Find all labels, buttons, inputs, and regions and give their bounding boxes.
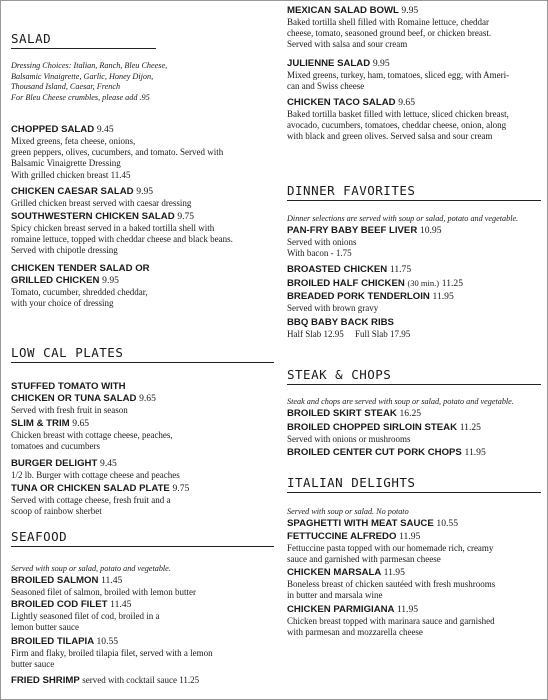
menu-item (11, 381, 276, 416)
item-note: (30 min.) (407, 278, 440, 288)
menu-item (287, 97, 543, 143)
item-desc: With grilled chicken breast 11.45 (11, 169, 131, 180)
item-name: BROILED CHOPPED SIRLOIN STEAK (287, 422, 458, 433)
dinner-note (287, 214, 543, 225)
item-desc: Baked tortilla shell filled with Romaine lettuce, cheddar (287, 17, 489, 27)
item-desc: With bacon - 1.75 (287, 248, 352, 259)
item-price: 9.75 (172, 483, 190, 494)
item-price: 9.95 (136, 186, 154, 197)
item-name: BURGER DELIGHT (11, 458, 98, 469)
item-price: 11.45 (101, 575, 123, 586)
item-name: CHICKEN TENDER SALAD OR (11, 263, 150, 274)
item-desc: Chicken breast topped with marinara sauce and garnished (287, 616, 495, 626)
item-desc: lemon butter sauce (11, 622, 79, 633)
italian-section-header (287, 475, 541, 493)
item-desc: green peppers, olives, cucumbers, and tomato. Served with (11, 147, 224, 158)
menu-item (287, 58, 543, 92)
menu-item (287, 422, 543, 445)
item-desc: scoop of rainbow sherbet (11, 506, 102, 517)
item-title (287, 97, 543, 109)
dinner-section-header (287, 183, 541, 201)
item-desc: with your choice of dressing (11, 298, 114, 309)
item-desc: Balsamic Vinaigrette Dressing (11, 158, 121, 169)
menu-item (287, 518, 543, 530)
item-desc: romaine lettuce, topped with cheddar cheese and black beans. (11, 234, 233, 245)
section-heading: DINNER FAVORITES (287, 183, 416, 198)
item-name: TUNA OR CHICKEN SALAD PLATE (11, 483, 170, 494)
item-desc: 1/2 lb. Burger with cottage cheese and peaches (11, 470, 180, 480)
item-name: SPAGHETTI WITH MEAT SAUCE (287, 518, 434, 529)
item-title (287, 58, 543, 70)
item-name: BROILED TILAPIA (11, 636, 94, 647)
note-line: Thousand Island, Caesar, French (11, 82, 121, 92)
item-name: BROILED SALMON (11, 575, 99, 586)
divider (11, 362, 274, 363)
item-title (287, 604, 543, 616)
item-desc: Served with cottage cheese, fresh fruit and a (11, 495, 171, 505)
item-price: 9.65 (139, 393, 156, 404)
seafood-note (11, 564, 276, 575)
menu-item (11, 674, 276, 687)
item-desc: Served with onions (287, 237, 357, 247)
note-line: For Bleu Cheese crumbles, please add .95 (11, 92, 150, 102)
item-name: CHICKEN TACO SALAD (287, 97, 396, 108)
item-desc: Firm and flaky, broiled tilapia filet, served with a lemon (11, 648, 213, 658)
item-name: CHICKEN OR TUNA SALAD (11, 393, 137, 404)
item-price: 16.25 (399, 408, 422, 419)
item-desc: Mixed greens, turkey, ham, tomatoes, sliced egg, with Ameri- (287, 70, 510, 80)
menu-item (11, 483, 276, 517)
menu-item (287, 567, 543, 601)
note-line: Steak and chops are served with soup or salad, potato and vegetable. (287, 397, 514, 406)
section-heading: STEAK & CHOPS (287, 367, 392, 382)
item-title (287, 567, 543, 579)
item-name: STUFFED TOMATO WITH (11, 381, 126, 392)
item-desc: Served with brown gravy (287, 303, 379, 313)
item-desc: Lightly seasoned filet of cod, broiled in a (11, 611, 160, 621)
item-title (11, 275, 276, 287)
menu-item (11, 186, 276, 209)
item-price: 10.55 (436, 518, 459, 529)
item-name: SOUTHWESTERN CHICKEN SALAD (11, 211, 175, 222)
menu-item (287, 277, 543, 290)
section-heading: SEAFOOD (11, 529, 68, 544)
item-desc: can and Swiss cheese (287, 81, 365, 92)
item-title (11, 674, 276, 687)
item-price: 9.65 (398, 97, 416, 108)
item-title (11, 636, 276, 648)
item-name: BROILED CENTER CUT PORK CHOPS (287, 447, 462, 458)
item-title (287, 225, 543, 237)
item-name: BBQ BABY BACK RIBS (287, 317, 394, 328)
item-price: 11.45 (110, 599, 132, 610)
item-title (11, 575, 276, 587)
menu-item (11, 575, 276, 598)
item-desc: Fettuccine pasta topped with our homemade rich, creamy (287, 543, 494, 553)
item-desc: Served with chipotle dressing (11, 245, 118, 256)
item-desc: with parmesan and mozzarella cheese (287, 627, 423, 638)
item-name: FETTUCCINE ALFREDO (287, 531, 397, 542)
item-title (287, 531, 543, 543)
item-desc: butter sauce (11, 659, 55, 670)
menu-item (11, 599, 276, 633)
divider (287, 384, 541, 385)
item-name: BREADED PORK TENDERLOIN (287, 291, 430, 302)
item-name: FRIED SHRIMP (11, 675, 80, 686)
item-title (287, 5, 543, 17)
menu-item (11, 458, 276, 481)
menu-item (287, 291, 543, 314)
item-price: 9.75 (177, 211, 195, 222)
item-desc: with black and green olives. Served salsa and sour cream (287, 131, 493, 142)
item-name: CHOPPED SALAD (11, 124, 95, 135)
item-price: 9.45 (100, 458, 117, 469)
item-desc: Grilled chicken breast served with caesar dressing (11, 198, 192, 208)
item-title (11, 483, 276, 495)
menu-item (11, 263, 276, 309)
item-price: 11.95 (383, 567, 405, 578)
item-title (11, 418, 276, 430)
item-price: 10.95 (419, 225, 442, 236)
note-line: Dressing Choices: Italian, Ranch, Bleu Cheese, (11, 61, 168, 70)
menu-item (287, 264, 543, 276)
item-price: 11.25 (441, 278, 464, 289)
item-title (11, 458, 276, 470)
item-title (11, 124, 276, 136)
item-price: 11.95 (432, 291, 454, 302)
item-name: GRILLED CHICKEN (11, 275, 100, 286)
note-line: Served with soup or salad, potato and vegetable. (11, 564, 171, 573)
menu-item (11, 418, 276, 452)
item-desc: tomatoes and cucumbers (11, 441, 100, 452)
item-price: 9.45 (96, 124, 114, 135)
item-name: BROILED SKIRT STEAK (287, 408, 397, 419)
italian-note (287, 507, 543, 518)
item-price: 11.95 (396, 604, 419, 615)
menu-item (11, 124, 276, 181)
item-desc: cheese, tomato, seasoned ground beef, or chicken breast. (287, 28, 492, 39)
item-title (287, 447, 543, 459)
steak-section-header (287, 367, 541, 385)
item-title (287, 408, 543, 420)
note-line: Dinner selections are served with soup or salad, potato and vegetable. (287, 214, 519, 223)
divider (287, 200, 541, 201)
item-price: 11.75 (389, 264, 412, 275)
note-line: Balsamic Vinaigrette, Garlic, Honey Dijon, (11, 71, 154, 81)
item-desc: Served with salsa and sour cream (287, 39, 408, 50)
steak-note (287, 397, 543, 408)
item-price: 11.95 (399, 531, 421, 542)
item-name: CHICKEN MARSALA (287, 567, 381, 578)
item-title (11, 599, 276, 611)
item-price: 9.95 (401, 5, 419, 16)
item-desc: in butter and marsala wine (287, 590, 383, 601)
item-price: 9.95 (372, 58, 390, 69)
item-desc: Tomato, cucumber, shredded cheddar, (11, 287, 148, 297)
item-name: PAN-FRY BABY BEEF LIVER (287, 225, 418, 236)
item-price: 10.55 (96, 636, 119, 647)
item-desc: Half Slab 12.95 Full Slab 17.95 (287, 329, 411, 339)
menu-item (287, 531, 543, 565)
menu-item (287, 225, 543, 259)
item-desc: Served with onions or mushrooms (287, 434, 411, 444)
menu-item (287, 604, 543, 638)
item-name: CHICKEN CAESAR SALAD (11, 186, 134, 197)
item-name: CHICKEN PARMIGIANA (287, 604, 395, 615)
item-name: SLIM & TRIM (11, 418, 70, 429)
item-price: 11.25 (459, 422, 481, 433)
item-desc: sauce and garnished with parmesan cheese (287, 554, 441, 565)
menu-item (287, 5, 543, 51)
item-name: BROILED COD FILET (11, 599, 108, 610)
item-price: 11.95 (464, 447, 486, 458)
item-desc: Boneless breast of chicken sautéed with fresh mushrooms (287, 579, 496, 589)
item-desc: Served with fresh fruit in season (11, 405, 128, 415)
item-title (287, 264, 543, 276)
section-heading: ITALIAN DELIGHTS (287, 475, 416, 490)
item-price: 9.65 (72, 418, 90, 429)
item-title (11, 211, 276, 223)
low-cal-section-header (11, 345, 274, 363)
item-title (287, 277, 543, 290)
item-desc: avocado, cucumbers, tomatoes, cheddar cheese, onion, along (287, 120, 507, 131)
menu-item (11, 211, 276, 257)
section-heading: SALAD (11, 31, 52, 46)
item-desc: Mixed greens, feta cheese, onions, (11, 136, 136, 146)
salad-section-header (11, 31, 156, 49)
divider (287, 492, 541, 493)
menu-item (287, 447, 543, 459)
item-title (287, 291, 543, 303)
item-desc: Seasoned filet of salmon, broiled with lemon butter (11, 587, 196, 597)
menu-item (287, 408, 543, 420)
menu-item (287, 317, 543, 340)
section-heading: LOW CAL PLATES (11, 345, 124, 360)
item-desc: Baked tortilla basket filled with lettuce, sliced chicken breast, (287, 109, 509, 119)
item-title (287, 422, 543, 434)
item-price: 9.95 (102, 275, 119, 286)
item-title (11, 186, 276, 198)
item-name: BROILED HALF CHICKEN (287, 278, 405, 289)
item-title (287, 518, 543, 530)
item-title (11, 393, 276, 405)
salad-dressing-note (11, 61, 276, 103)
menu-item (11, 636, 276, 670)
item-price: served with cocktail sauce 11.25 (82, 675, 200, 685)
item-name: BROASTED CHICKEN (287, 264, 388, 275)
divider (11, 48, 156, 49)
item-desc: Spicy chicken breast served in a baked tortilla shell with (11, 223, 215, 233)
note-line: Served with soup or salad. No potato (287, 507, 409, 516)
seafood-section-header (11, 529, 274, 547)
item-name: MEXICAN SALAD BOWL (287, 5, 399, 16)
item-desc: Chicken breast with cottage cheese, peaches, (11, 430, 173, 440)
item-name: JULIENNE SALAD (287, 58, 371, 69)
divider (11, 546, 274, 547)
